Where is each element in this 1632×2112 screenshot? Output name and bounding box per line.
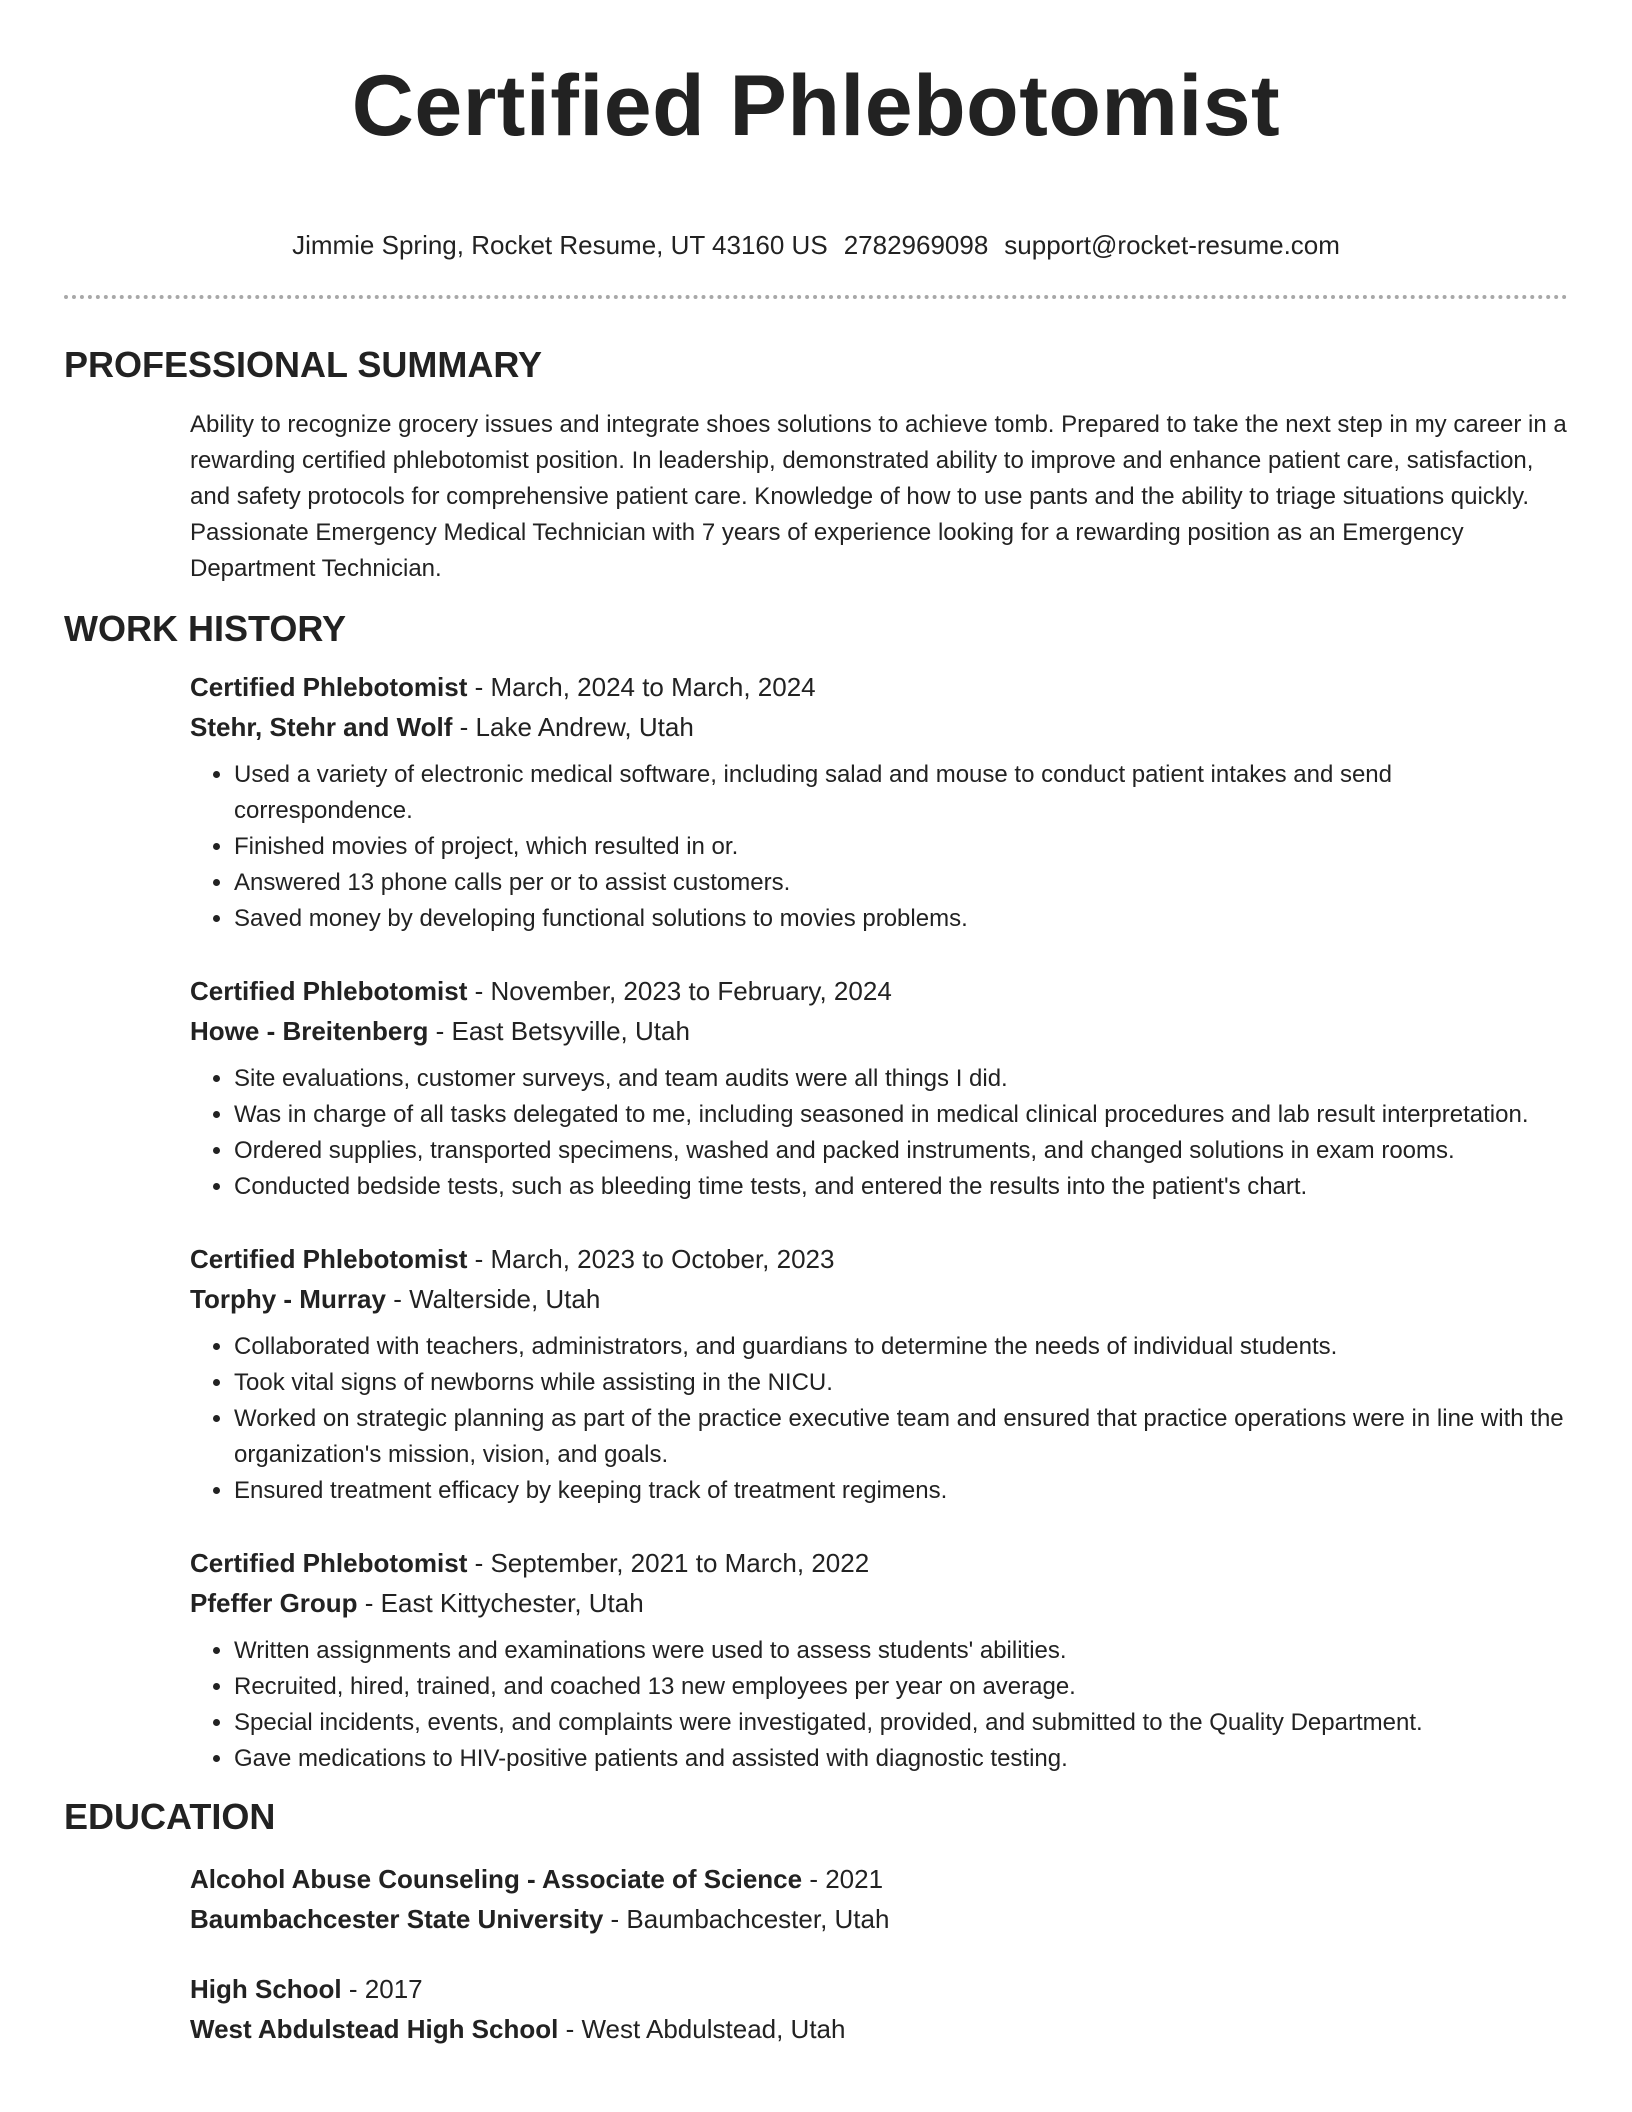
edu-degree: Alcohol Abuse Counseling - Associate of Science (190, 1864, 803, 1894)
edu-year: - 2017 (341, 1974, 423, 2004)
work-history-heading: WORK HISTORY (64, 608, 347, 649)
job-entry (190, 1239, 1568, 1509)
job-company-line (190, 1583, 1568, 1623)
contact-info (64, 230, 1568, 261)
job-bullet: • Used a variety of electronic medical software, including salad and mouse to conduct patient intakes and send correspondence. (234, 757, 1568, 829)
edu-degree-line (190, 1969, 1568, 2009)
job-bullet: • Worked on strategic planning as part of the practice executive team and ensured that practice operations were in line with the organization's mission, vision, and goals. (234, 1401, 1568, 1473)
education-heading: EDUCATION (64, 1796, 276, 1837)
job-dates: - September, 2021 to March, 2022 (467, 1548, 870, 1578)
job-dates: - March, 2024 to March, 2024 (467, 672, 816, 702)
job-bullet: • Special incidents, events, and complaints were investigated, provided, and submitted to the Quality Department. (234, 1705, 1568, 1741)
contact-phone: 2782969098 (843, 230, 989, 260)
summary-heading: PROFESSIONAL SUMMARY (64, 344, 543, 385)
job-location: - East Betsyville, Utah (428, 1016, 690, 1046)
job-bullet: • Saved money by developing functional solutions to movies problems. (234, 901, 1568, 937)
job-title-line (190, 1543, 1568, 1583)
job-company: Pfeffer Group (190, 1588, 358, 1618)
job-title-line (190, 1239, 1568, 1279)
job-location: - Walterside, Utah (385, 1284, 601, 1314)
job-bullet: • Gave medications to HIV-positive patients and assisted with diagnostic testing. (234, 1741, 1568, 1777)
job-bullet: • Answered 13 phone calls per or to assist customers. (234, 865, 1568, 901)
edu-school: West Abdulstead High School (190, 2014, 559, 2044)
edu-degree-line (190, 1859, 1568, 1899)
job-bullet: • Was in charge of all tasks delegated to me, including seasoned in medical clinical procedures and lab result interpretation. (234, 1097, 1568, 1133)
job-role: Certified Phlebotomist (190, 672, 468, 702)
job-entry (190, 971, 1568, 1205)
job-bullet: • Ensured treatment efficacy by keeping track of treatment regimens. (234, 1473, 1568, 1509)
job-entry (190, 1543, 1568, 1777)
edu-school-line (190, 1899, 1568, 1939)
job-bullet: • Written assignments and examinations were used to assess students' abilities. (234, 1633, 1568, 1669)
job-location: - East Kittychester, Utah (357, 1588, 644, 1618)
job-bullets (190, 1061, 1568, 1205)
job-bullet: • Collaborated with teachers, administrators, and guardians to determine the needs of individual students. (234, 1329, 1568, 1365)
header-divider (64, 295, 1568, 299)
job-bullets (190, 757, 1568, 937)
edu-degree: High School (190, 1974, 342, 2004)
job-entry (190, 667, 1568, 937)
job-dates: - March, 2023 to October, 2023 (467, 1244, 835, 1274)
job-bullet: • Conducted bedside tests, such as bleeding time tests, and entered the results into the patient's chart. (234, 1169, 1568, 1205)
job-bullet: • Took vital signs of newborns while assisting in the NICU. (234, 1365, 1568, 1401)
job-company: Torphy - Murray (190, 1284, 386, 1314)
edu-school: Baumbachcester State University (190, 1904, 604, 1934)
job-role: Certified Phlebotomist (190, 1548, 468, 1578)
contact-address: Jimmie Spring, Rocket Resume, UT 43160 US (292, 230, 828, 260)
job-company-line (190, 1011, 1568, 1051)
education-entry (190, 1969, 1568, 2049)
edu-location: - West Abdulstead, Utah (558, 2014, 846, 2044)
job-location: - Lake Andrew, Utah (452, 712, 694, 742)
job-title-line (190, 667, 1568, 707)
job-company-line (190, 707, 1568, 747)
edu-school-line (190, 2009, 1568, 2049)
job-company: Stehr, Stehr and Wolf (190, 712, 453, 742)
contact-email: support@rocket-resume.com (1004, 230, 1340, 260)
job-bullet: • Site evaluations, customer surveys, and team audits were all things I did. (234, 1061, 1568, 1097)
summary-text: Ability to recognize grocery issues and integrate shoes solutions to achieve tomb. Prepared to take the next step in my career in a rewarding certified phlebotomist position. In leadership, demonstrated ability to improve and enhance patient care, satisfaction, and safety protocols for comprehensive patient care. Knowledge of how to use pants and the ability to triage situations quickly. Passionate Emergency Medical Technician with 7 years of experience looking for a rewarding position as an Emergency Department Technician. (190, 411, 1567, 582)
edu-location: - Baumbachcester, Utah (603, 1904, 890, 1934)
job-role: Certified Phlebotomist (190, 976, 468, 1006)
job-dates: - November, 2023 to February, 2024 (467, 976, 892, 1006)
job-title-line (190, 971, 1568, 1011)
job-bullets (190, 1633, 1568, 1777)
job-bullet: • Recruited, hired, trained, and coached 13 new employees per year on average. (234, 1669, 1568, 1705)
job-role: Certified Phlebotomist (190, 1244, 468, 1274)
job-bullet: • Ordered supplies, transported specimens, washed and packed instruments, and changed solutions in exam rooms. (234, 1133, 1568, 1169)
resume-title: Certified Phlebotomist (351, 58, 1281, 154)
education-entry (190, 1859, 1568, 1939)
job-bullets (190, 1329, 1568, 1509)
job-company-line (190, 1279, 1568, 1319)
job-bullet: • Finished movies of project, which resulted in or. (234, 829, 1568, 865)
edu-year: - 2021 (802, 1864, 884, 1894)
job-company: Howe - Breitenberg (190, 1016, 429, 1046)
